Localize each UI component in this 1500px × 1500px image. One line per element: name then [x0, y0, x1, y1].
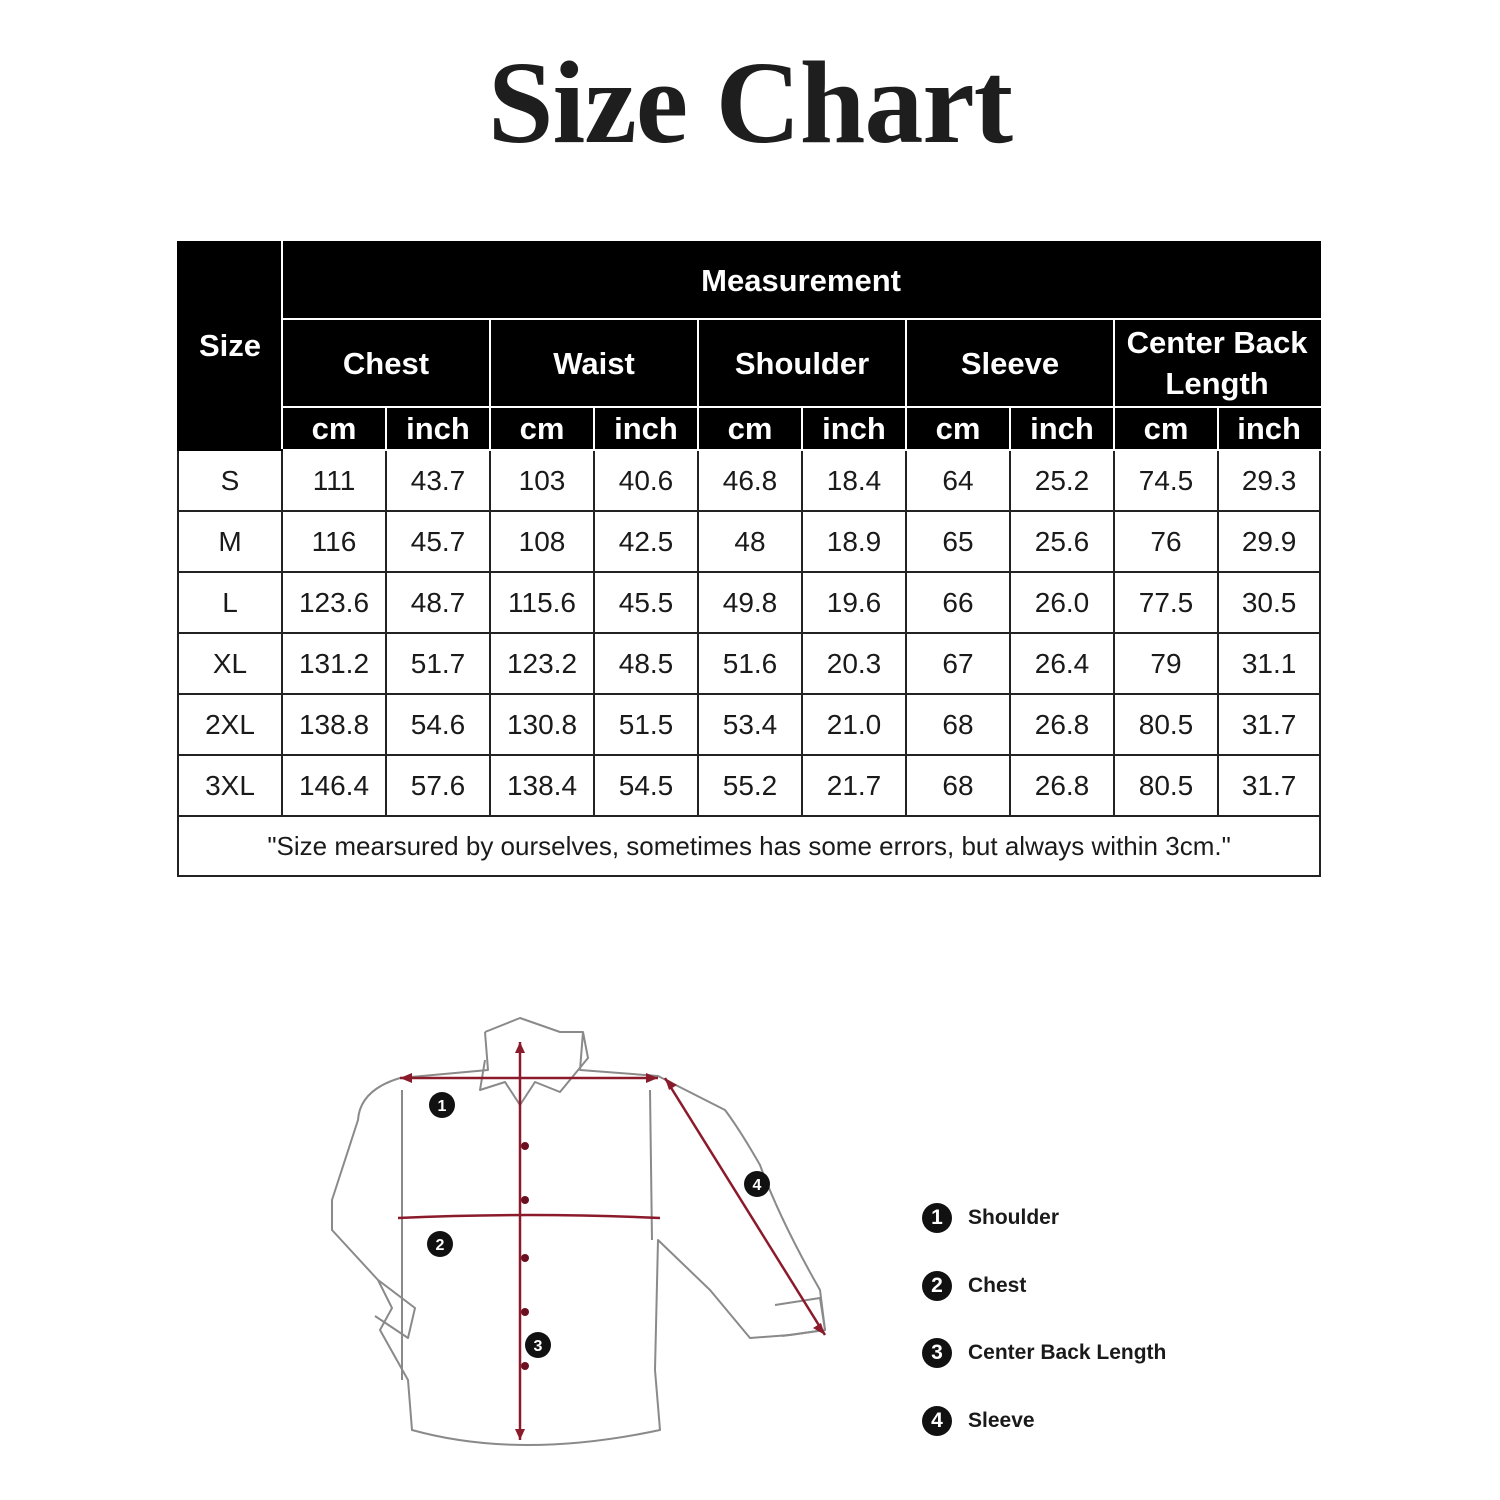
- unit-cm-header: cm: [698, 407, 802, 450]
- value-cell: 26.4: [1010, 633, 1114, 694]
- value-cell: 51.5: [594, 694, 698, 755]
- table-row: [178, 572, 1320, 633]
- unit-inch-header: inch: [1010, 407, 1114, 450]
- legend-item-shoulder: [922, 1200, 1322, 1236]
- size-cell: 3XL: [178, 755, 282, 816]
- svg-text:1: 1: [437, 1098, 447, 1115]
- value-cell: 49.8: [698, 572, 802, 633]
- sleeve-line: [665, 1078, 825, 1335]
- size-cell: M: [178, 511, 282, 572]
- value-cell: 108: [490, 511, 594, 572]
- value-cell: 51.6: [698, 633, 802, 694]
- value-cell: 31.7: [1218, 694, 1320, 755]
- legend-label: Sleeve: [968, 1408, 1035, 1432]
- legend-item-sleeve: [922, 1403, 1322, 1439]
- value-cell: 45.7: [386, 511, 490, 572]
- table-row: [178, 755, 1320, 816]
- unit-cm-header: cm: [282, 407, 386, 450]
- value-cell: 25.6: [1010, 511, 1114, 572]
- value-cell: 55.2: [698, 755, 802, 816]
- value-cell: 57.6: [386, 755, 490, 816]
- value-cell: 46.8: [698, 450, 802, 511]
- size-cell: S: [178, 450, 282, 511]
- value-cell: 48: [698, 511, 802, 572]
- size-column-header: Size: [178, 242, 282, 450]
- value-cell: 21.7: [802, 755, 906, 816]
- value-cell: 26.8: [1010, 694, 1114, 755]
- value-cell: 26.8: [1010, 755, 1114, 816]
- value-cell: 67: [906, 633, 1010, 694]
- value-cell: 51.7: [386, 633, 490, 694]
- value-cell: 45.5: [594, 572, 698, 633]
- unit-cm-header: cm: [906, 407, 1010, 450]
- value-cell: 31.1: [1218, 633, 1320, 694]
- table-row: [178, 633, 1320, 694]
- value-cell: 77.5: [1114, 572, 1218, 633]
- svg-text:4: 4: [752, 1177, 762, 1194]
- value-cell: 54.6: [386, 694, 490, 755]
- value-cell: 138.4: [490, 755, 594, 816]
- shirt-collar: [480, 1018, 588, 1105]
- value-cell: 54.5: [594, 755, 698, 816]
- unit-inch-header: inch: [594, 407, 698, 450]
- marker-2-icon: [427, 1231, 453, 1257]
- value-cell: 64: [906, 450, 1010, 511]
- legend-item-chest: [922, 1268, 1322, 1304]
- page-title: Size Chart: [487, 37, 1013, 168]
- value-cell: 123.2: [490, 633, 594, 694]
- value-cell: 40.6: [594, 450, 698, 511]
- shirt-buttons: [521, 1142, 529, 1370]
- legend-number-badge: 3: [922, 1338, 952, 1368]
- legend-item-center-back-length: [922, 1335, 1322, 1371]
- value-cell: 111: [282, 450, 386, 511]
- legend-label: Chest: [968, 1273, 1027, 1297]
- unit-inch-header: inch: [386, 407, 490, 450]
- table-row: [178, 450, 1320, 511]
- unit-inch-header: inch: [1218, 407, 1320, 450]
- value-cell: 21.0: [802, 694, 906, 755]
- unit-inch-header: inch: [802, 407, 906, 450]
- legend-label: Center Back Length: [968, 1341, 1167, 1364]
- unit-cm-header: cm: [1114, 407, 1218, 450]
- size-cell: 2XL: [178, 694, 282, 755]
- value-cell: 18.9: [802, 511, 906, 572]
- value-cell: 103: [490, 450, 594, 511]
- value-cell: 20.3: [802, 633, 906, 694]
- waist-header: Waist: [490, 319, 698, 407]
- sleeve-header: Sleeve: [906, 319, 1114, 407]
- shirt-outline: [332, 1032, 825, 1445]
- value-cell: 25.2: [1010, 450, 1114, 511]
- center-back-length-header: Center Back Length: [1114, 319, 1320, 407]
- svg-text:2: 2: [435, 1237, 445, 1254]
- value-cell: 29.9: [1218, 511, 1320, 572]
- chest-line: [398, 1215, 660, 1218]
- unit-cm-header: cm: [490, 407, 594, 450]
- value-cell: 18.4: [802, 450, 906, 511]
- size-cell: L: [178, 572, 282, 633]
- value-cell: 115.6: [490, 572, 594, 633]
- shirt-measurement-diagram: [320, 990, 880, 1460]
- shirt-illustration: [320, 990, 880, 1460]
- chest-header: Chest: [282, 319, 490, 407]
- table-row: [178, 694, 1320, 755]
- size-cell: XL: [178, 633, 282, 694]
- legend-number-badge: 2: [922, 1271, 952, 1301]
- value-cell: 79: [1114, 633, 1218, 694]
- value-cell: 76: [1114, 511, 1218, 572]
- value-cell: 26.0: [1010, 572, 1114, 633]
- value-cell: 48.7: [386, 572, 490, 633]
- legend-number-badge: 4: [922, 1406, 952, 1436]
- marker-1-icon: [429, 1092, 455, 1118]
- size-table: [177, 241, 1321, 877]
- value-cell: 130.8: [490, 694, 594, 755]
- value-cell: 30.5: [1218, 572, 1320, 633]
- value-cell: 19.6: [802, 572, 906, 633]
- value-cell: 65: [906, 511, 1010, 572]
- value-cell: 131.2: [282, 633, 386, 694]
- value-cell: 80.5: [1114, 755, 1218, 816]
- value-cell: 31.7: [1218, 755, 1320, 816]
- legend-label: Shoulder: [968, 1206, 1060, 1229]
- value-cell: 53.4: [698, 694, 802, 755]
- value-cell: 123.6: [282, 572, 386, 633]
- value-cell: 66: [906, 572, 1010, 633]
- value-cell: 48.5: [594, 633, 698, 694]
- value-cell: 68: [906, 755, 1010, 816]
- value-cell: 42.5: [594, 511, 698, 572]
- measurement-note: "Size mearsured by ourselves, sometimes has some errors, but always within 3cm.": [178, 816, 1320, 876]
- marker-3-icon: [525, 1332, 551, 1358]
- value-cell: 138.8: [282, 694, 386, 755]
- legend-number-badge: 1: [922, 1203, 952, 1233]
- measurement-header: Measurement: [282, 242, 1320, 319]
- svg-text:3: 3: [533, 1338, 543, 1355]
- marker-4-icon: [744, 1171, 770, 1197]
- value-cell: 80.5: [1114, 694, 1218, 755]
- shoulder-header: Shoulder: [698, 319, 906, 407]
- value-cell: 43.7: [386, 450, 490, 511]
- value-cell: 116: [282, 511, 386, 572]
- value-cell: 146.4: [282, 755, 386, 816]
- table-row: [178, 511, 1320, 572]
- value-cell: 29.3: [1218, 450, 1320, 511]
- measurement-legend: [922, 1200, 1322, 1470]
- value-cell: 68: [906, 694, 1010, 755]
- value-cell: 74.5: [1114, 450, 1218, 511]
